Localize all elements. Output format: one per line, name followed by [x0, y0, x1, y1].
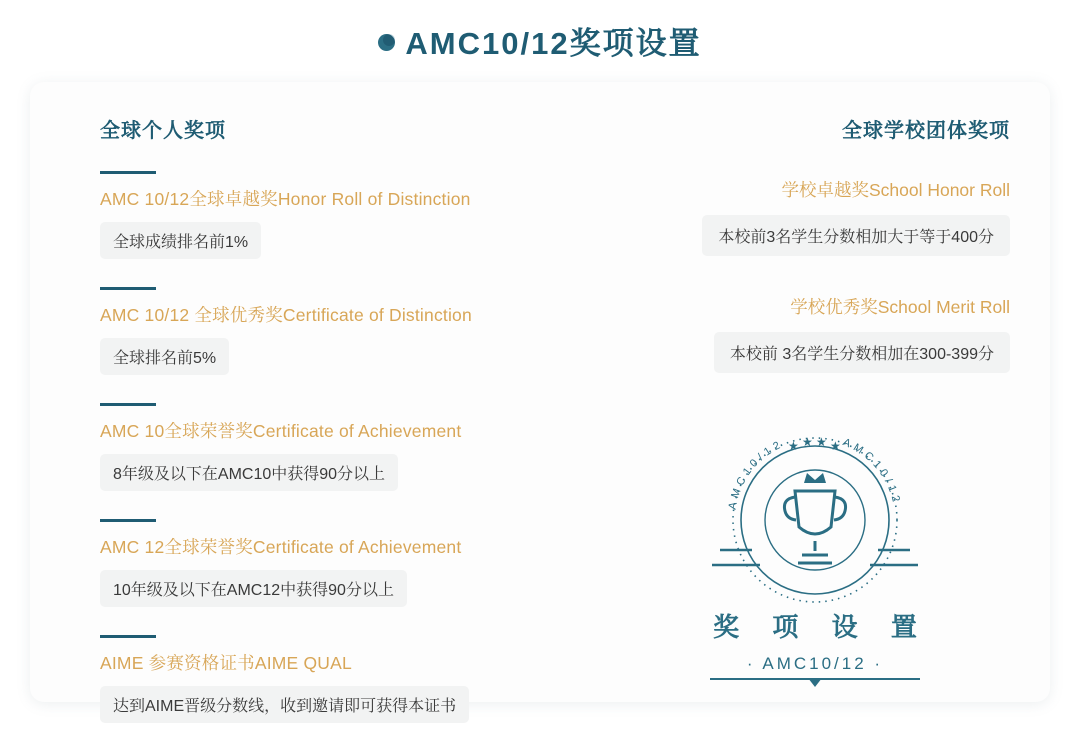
award-seal: [690, 405, 940, 680]
school-award-description: 本校前3名学生分数相加大于等于400分: [702, 215, 1010, 256]
divider: [100, 171, 156, 174]
award-title: AMC 12全球荣誉奖Certificate of Achievement: [100, 537, 462, 557]
divider: [100, 635, 156, 638]
award-title: AMC 10/12 全球优秀奖Certificate of Distinction: [100, 305, 472, 325]
page-title-text: AMC10/12奖项设置: [405, 26, 702, 61]
seal-underline: [710, 678, 920, 680]
award-item: [100, 403, 570, 491]
school-award-description: 本校前 3名学生分数相加在300-399分: [714, 332, 1010, 373]
school-award-title: 学校优秀奖School Merit Roll: [790, 297, 1010, 317]
trophy-seal-icon: [690, 405, 940, 605]
seal-caption: 奖 项 设 置: [713, 612, 930, 642]
award-item: [100, 171, 570, 259]
page-title: [0, 0, 1080, 63]
divider: [100, 519, 156, 522]
award-description: 8年级及以下在AMC10中获得90分以上: [100, 454, 398, 491]
award-title: AIME 参赛资格证书AIME QUAL: [100, 653, 352, 673]
divider: [100, 403, 156, 406]
svg-text:AMC10/12: AMC10/12: [840, 436, 903, 507]
school-awards-heading: 全球学校团体奖项: [842, 120, 1010, 142]
svg-text:★: ★: [816, 435, 827, 449]
award-item: [100, 287, 570, 375]
award-item: [100, 519, 570, 607]
content-card: [30, 82, 1050, 715]
award-description: 达到AIME晋级分数线，收到邀请即可获得本证书: [100, 686, 469, 723]
award-item: [100, 635, 570, 723]
svg-text:★: ★: [802, 435, 813, 449]
school-awards-column: [610, 114, 1010, 399]
school-award-title: 学校卓越奖School Honor Roll: [781, 180, 1010, 200]
individual-awards-column: [100, 114, 570, 723]
school-award-item: [610, 177, 1010, 256]
individual-awards-heading: 全球个人奖项: [100, 120, 226, 142]
award-title: AMC 10/12全球卓越奖Honor Roll of Distinction: [100, 189, 471, 209]
svg-text:AMC10/12: AMC10/12: [726, 437, 786, 511]
award-description: 全球成绩排名前1%: [100, 222, 261, 259]
bullet-dot-icon: [378, 34, 395, 51]
seal-code: · AMC10/12 ·: [746, 654, 884, 673]
divider: [100, 287, 156, 290]
award-description: 全球排名前5%: [100, 338, 229, 375]
award-description: 10年级及以下在AMC12中获得90分以上: [100, 570, 407, 607]
svg-text:★: ★: [830, 439, 841, 453]
svg-text:★: ★: [788, 439, 799, 453]
school-award-item: [610, 294, 1010, 373]
award-title: AMC 10全球荣誉奖Certificate of Achievement: [100, 421, 462, 441]
